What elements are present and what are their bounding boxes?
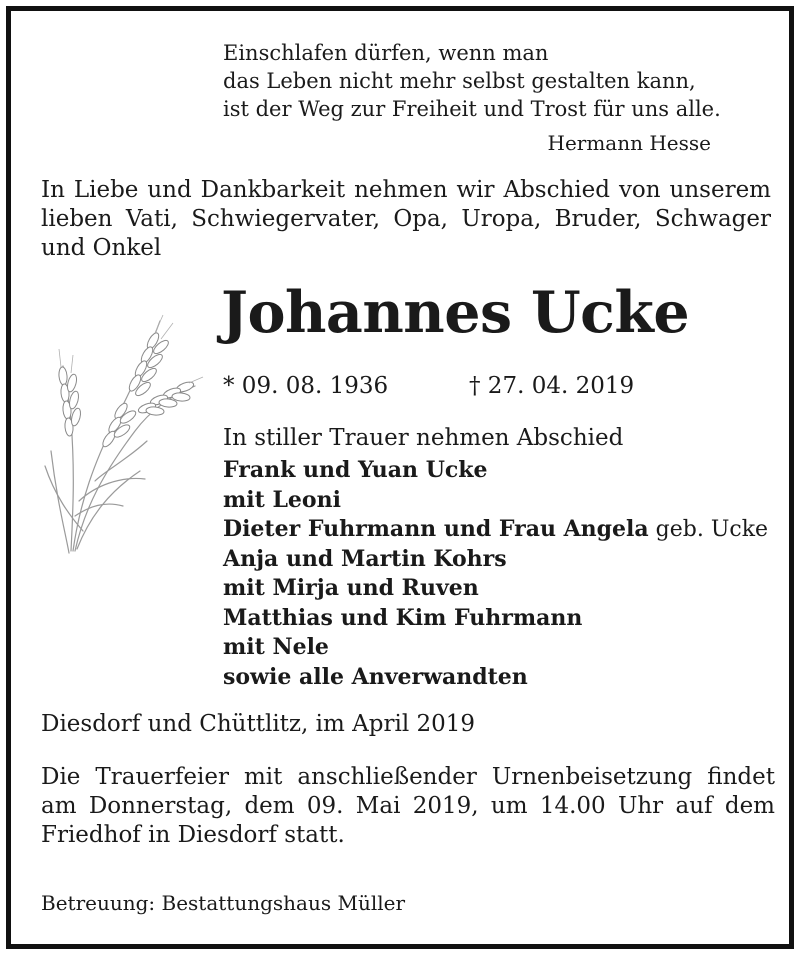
poem: [223, 39, 721, 123]
poem-author: Hermann Hesse: [547, 131, 711, 155]
service-line: Die Trauerfeier mit anschließender Urnenbeisetzung findet: [41, 764, 775, 790]
intro-line: und Onkel: [41, 235, 162, 261]
death-date: † 27. 04. 2019: [469, 373, 635, 399]
obituary-notice: [6, 6, 794, 949]
birth-date: * 09. 08. 1936: [223, 373, 389, 399]
service-info: [41, 763, 775, 850]
deceased-name: Johannes Ucke: [221, 279, 690, 346]
intro-text: [41, 176, 771, 263]
mourner-line: mit Nele: [223, 634, 329, 660]
intro-line: In Liebe und Dankbarkeit nehmen wir Abschied von unserem: [41, 177, 771, 203]
mourner-line: Anja und Martin Kohrs: [223, 545, 507, 572]
mourner-line: Matthias und Kim Fuhrmann: [223, 604, 583, 631]
poem-line: das Leben nicht mehr selbst gestalten kann,: [223, 69, 696, 93]
mourner-line: mit Leoni: [223, 486, 341, 513]
mourner-line: sowie alle Anverwandten: [223, 663, 528, 690]
wheat-icon: [35, 301, 205, 561]
mourner-line: Dieter Fuhrmann und Frau Angela geb. Ucke: [223, 516, 769, 542]
mourners-heading: In stiller Trauer nehmen Abschied: [223, 425, 624, 451]
place-and-date: Diesdorf und Chüttlitz, im April 2019: [41, 711, 476, 737]
mourner-line: mit Mirja und Ruven: [223, 575, 479, 601]
intro-line: lieben Vati, Schwiegervater, Opa, Uropa, Bruder, Schwager: [41, 206, 771, 232]
poem-line: ist der Weg zur Freiheit und Trost für uns alle.: [223, 97, 721, 121]
mourner-line: Frank und Yuan Ucke: [223, 457, 488, 483]
poem-line: Einschlafen dürfen, wenn man: [223, 41, 549, 65]
service-line: am Donnerstag, dem 09. Mai 2019, um 14.00 Uhr auf dem: [41, 793, 775, 819]
funeral-home: Betreuung: Bestattungshaus Müller: [41, 891, 406, 915]
mourners-list: [223, 456, 768, 692]
service-line: Friedhof in Diesdorf statt.: [41, 822, 345, 848]
